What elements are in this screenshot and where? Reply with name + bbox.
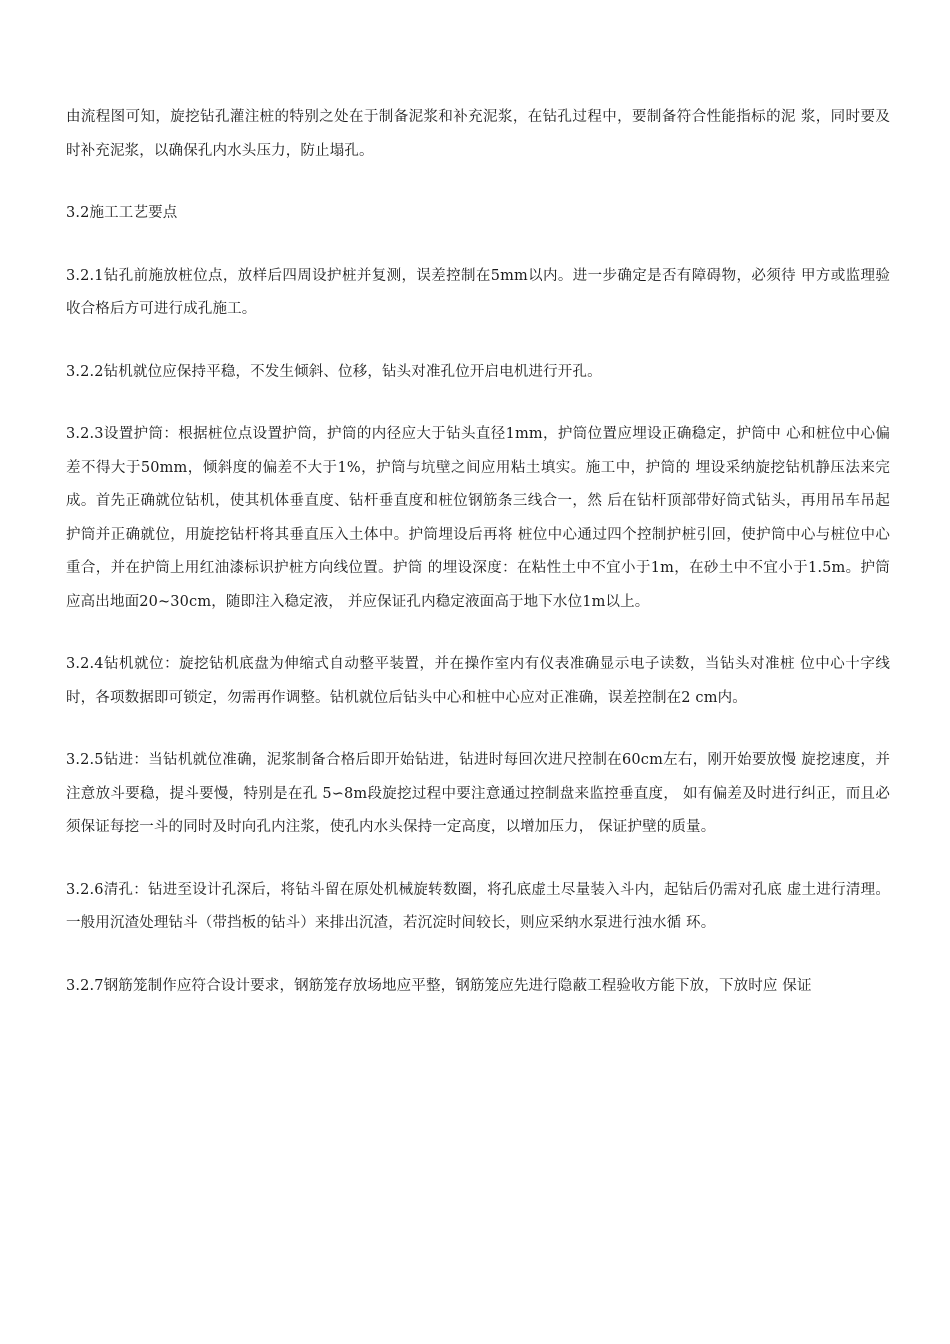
paragraph-3-2-2: 3.2.2钻机就位应保持平稳，不发生倾斜、位移，钻头对准孔位开启电机进行开孔。: [66, 363, 602, 380]
paragraph-3-2-4: 3.2.4钻机就位：旋挖钻机底盘为伸缩式自动整平装置，并在操作室内有仪表准确显示电子读数，当钻头对准桩 位中心十字线时，各项数据即可锁定，勿需再作调整。钻机就位后钻头中心和桩中心应对正准确，误差控制在2 cm内。: [66, 656, 890, 706]
paragraph-3-2-5: 3.2.5钻进：当钻机就位准确，泥浆制备合格后即开始钻进，钻进时每回次进尺控制在60cm左右，刚开始要放慢 旋挖速度，并注意放斗要稳，提斗要慢，特别是在孔 5∽8m段旋挖过程中要注意通过控制盘来监控垂直度， 如有偏差及时进行纠正，而且必须保证每挖一斗的同时及时向孔内注浆，使孔内水头保持一定高度，以增加压力， 保证护壁的质量。: [66, 752, 890, 835]
section-heading: 3.2施工工艺要点: [66, 205, 178, 221]
document-body: [66, 101, 890, 1003]
paragraph-3-2-1: 3.2.1钻孔前施放桩位点，放样后四周设护桩并复测，误差控制在5mm以内。进一步确定是否有障碍物，必须待 甲方或监理验收合格后方可进行成孔施工。: [66, 267, 890, 317]
paragraph-3-2-6: 3.2.6清孔：钻进至设计孔深后，将钻斗留在原处机械旋转数圈，将孔底虚土尽量装入斗内，起钻后仍需对孔底 虚土进行清理。一般用沉渣处理钻斗（带挡板的钻斗）来排出沉渣，若沉淀时间较长，则应采纳水泵进行浊水循 环。: [66, 881, 890, 931]
paragraph-3-2-3: 3.2.3设置护筒：根据桩位点设置护筒，护筒的内径应大于钻头直径1mm，护筒位置应埋设正确稳定，护筒中 心和桩位中心偏差不得大于50mm，倾斜度的偏差不大于1%，护筒与坑壁之间应用粘土填实。施工中，护筒的 埋设采纳旋挖钻机静压法来完成。首先正确就位钻机，使其机体垂直度、钻杆垂直度和桩位钢筋条三线合一，然 后在钻杆顶部带好筒式钻头，再用吊车吊起护筒并正确就位，用旋挖钻杆将其垂直压入土体中。护筒埋设后再将 桩位中心通过四个控制护桩引回，使护筒中心与桩位中心重合，并在护筒上用红油漆标识护桩方向线位置。护筒 的埋设深度：在粘性土中不宜小于1m，在砂土中不宜小于1.5m。护筒应高出地面20~30cm，随即注入稳定液， 并应保证孔内稳定液面高于地下水位1m以上。: [66, 426, 890, 610]
paragraph-intro: 由流程图可知，旋挖钻孔灌注桩的特别之处在于制备泥浆和补充泥浆，在钻孔过程中，要制备符合性能指标的泥 浆，同时要及时补充泥浆，以确保孔内水头压力，防止塌孔。: [66, 109, 890, 159]
paragraph-3-2-7: 3.2.7钢筋笼制作应符合设计要求，钢筋笼存放场地应平整，钢筋笼应先进行隐蔽工程验收方能下放，下放时应 保证: [66, 977, 812, 994]
